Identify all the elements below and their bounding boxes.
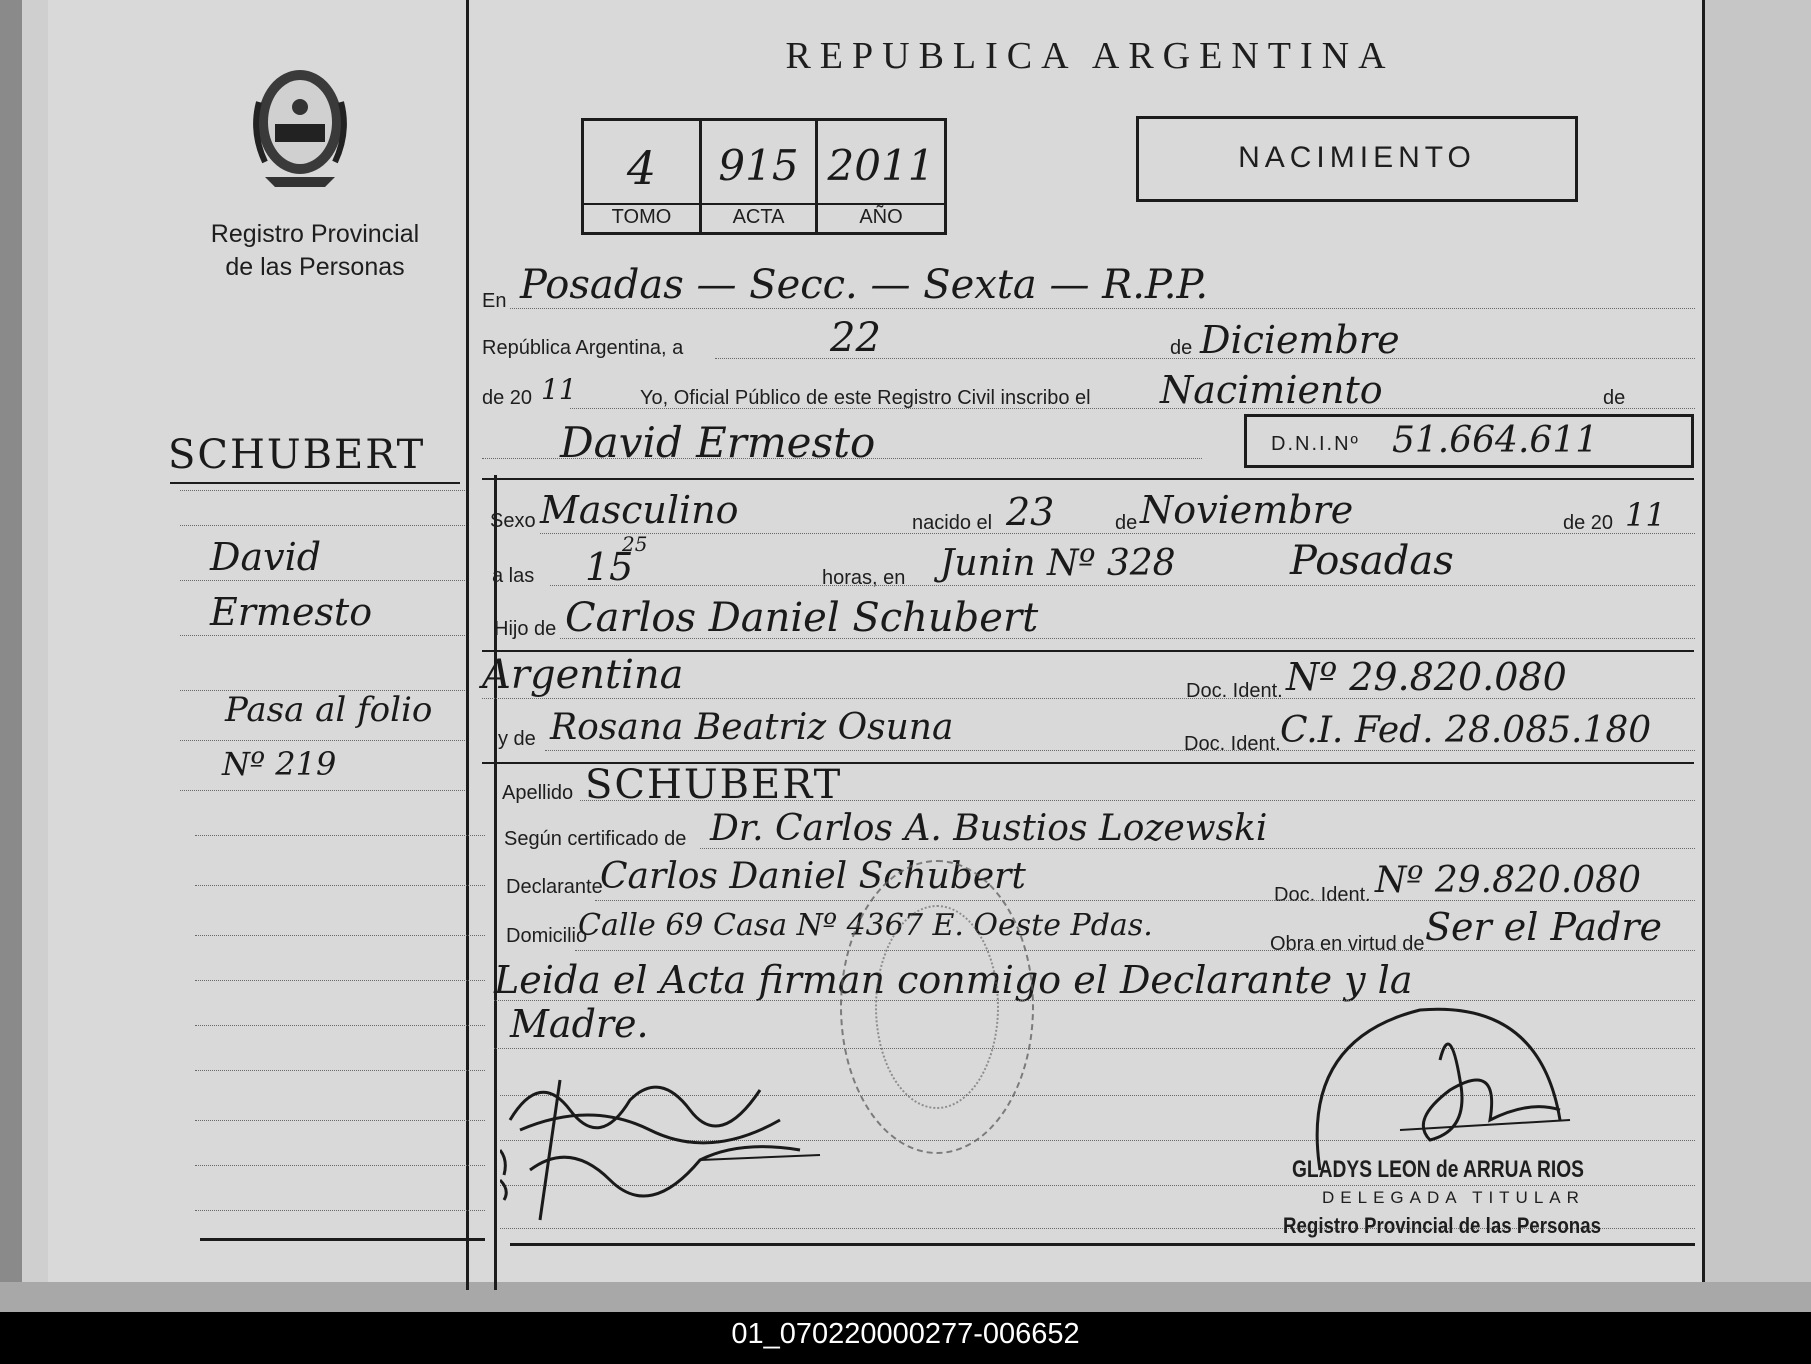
margin-dotted-line — [180, 580, 465, 581]
margin-surname-underline — [170, 482, 460, 484]
birth-place: Junin Nº 328 — [940, 543, 1176, 584]
margin-bottom-rule — [200, 1238, 485, 1241]
leida-line-1: Leida el Acta firman conmigo el Declarante y la — [494, 958, 1413, 1002]
margin-dotted-line — [195, 1070, 485, 1071]
margin-dotted-line — [195, 1165, 485, 1166]
section-rule — [482, 478, 1694, 480]
dotted-line — [575, 950, 1695, 951]
de-label-month: de — [1170, 337, 1193, 359]
doc-ident-label-3: Doc. Ident. — [1274, 884, 1371, 906]
leida-line-2: Madre. — [510, 1002, 649, 1046]
birth-hour: 15 — [585, 545, 634, 589]
certificado-value: Dr. Carlos A. Bustios Lozewski — [710, 808, 1268, 849]
record-type-box — [1136, 116, 1578, 202]
page-left-edge-highlight — [22, 0, 48, 1290]
country-title: REPUBLICA ARGENTINA — [785, 35, 1395, 77]
reference-box — [581, 118, 947, 235]
divider-line-1 — [466, 0, 469, 1290]
doc-ident-label-1: Doc. Ident. — [1186, 680, 1283, 702]
ref-label-rule — [584, 203, 944, 205]
mother-doc: C.I. Fed. 28.085.180 — [1280, 710, 1652, 751]
margin-dotted-line — [180, 790, 465, 791]
dotted-line — [570, 408, 1695, 409]
margin-dotted-line — [195, 1025, 485, 1026]
anio-label: AÑO — [859, 206, 903, 228]
misiones-seal — [245, 62, 355, 192]
registrant-name: David Ermesto — [560, 418, 876, 467]
margin-dotted-line — [195, 885, 485, 886]
official-org: Registro Provincial de las Personas — [1283, 1213, 1602, 1238]
dotted-line — [482, 698, 1695, 699]
divider-line-2 — [494, 475, 497, 1290]
declarante-label: Declarante — [506, 876, 603, 898]
sexo-label: Sexo — [490, 510, 536, 532]
margin-given-2: Ermesto — [210, 590, 373, 634]
handwritten-signatures — [500, 1050, 840, 1230]
year-prefix: de 20 — [482, 387, 533, 409]
year-suffix: 11 — [541, 373, 577, 406]
de-label-name: de — [1603, 387, 1626, 409]
father-name: Carlos Daniel Schubert — [565, 595, 1039, 641]
official-text: Yo, Oficial Público de este Registro Civil inscribo el — [640, 387, 1091, 409]
margin-note-1: Pasa al folio — [225, 690, 433, 730]
en-label: En — [482, 290, 507, 312]
apellido-value: SCHUBERT — [585, 762, 843, 808]
registry-line-2: de las Personas — [225, 253, 405, 281]
dni-box — [1244, 414, 1694, 468]
margin-note-2: Nº 219 — [222, 745, 337, 783]
margin-dotted-line — [195, 835, 485, 836]
margin-dotted-line — [180, 635, 465, 636]
dotted-line — [482, 458, 1202, 459]
apellido-label: Apellido — [502, 782, 574, 804]
bottom-shadow — [0, 1282, 1811, 1312]
tomo-label: TOMO — [611, 206, 672, 228]
de20-label: de 20 — [1563, 512, 1614, 534]
domicilio-value: Calle 69 Casa Nº 4367 E. Oeste Pdas. — [578, 908, 1153, 943]
obra-label: Obra en virtud de — [1270, 933, 1425, 955]
declarante-value: Carlos Daniel Schubert — [600, 856, 1026, 897]
republica-label: República Argentina, a — [482, 337, 684, 359]
yde-label: y de — [498, 728, 536, 750]
margin-dotted-line — [195, 980, 485, 981]
birth-minutes: 25 — [622, 532, 648, 556]
margin-dotted-line — [195, 935, 485, 936]
margin-given-1: David — [210, 535, 322, 579]
domicilio-label: Domicilio — [506, 925, 588, 947]
dotted-line — [580, 800, 1695, 801]
dotted-line — [540, 533, 1695, 534]
dotted-line — [715, 358, 1695, 359]
nacido-label: nacido el — [912, 512, 993, 534]
margin-dotted-line — [195, 1120, 485, 1121]
page-right-edge — [1705, 0, 1811, 1290]
official-signature — [1300, 1000, 1600, 1180]
right-frame-line — [1702, 0, 1705, 1290]
month-value: Diciembre — [1200, 318, 1400, 362]
page-left-edge — [0, 0, 22, 1290]
day-value: 22 — [830, 315, 881, 361]
dotted-line — [595, 900, 1695, 901]
record-type-label: NACIMIENTO — [1238, 141, 1476, 174]
birth-day: 23 — [1006, 490, 1055, 534]
place-value: Posadas — Secc. — Sexta — R.P.P. — [520, 262, 1209, 308]
registry-line-1: Registro Provincial — [210, 220, 420, 248]
birth-month: Noviembre — [1140, 488, 1354, 532]
acta-label: ACTA — [732, 206, 785, 228]
dotted-line — [550, 585, 1695, 586]
acta-value: 915 — [718, 141, 799, 190]
dotted-line — [545, 750, 1695, 751]
bottom-rule — [510, 1243, 1695, 1246]
doc-ident-label-2: Doc. Ident. — [1184, 733, 1281, 755]
official-title: DELEGADA TITULAR — [1322, 1188, 1585, 1207]
horas-label: horas, en — [822, 567, 906, 589]
birth-city: Posadas — [1290, 538, 1454, 584]
hijo-label: Hijo de — [494, 618, 557, 640]
birth-year: 11 — [1625, 496, 1666, 534]
certificado-label: Según certificado de — [504, 828, 687, 850]
margin-dotted-line — [180, 490, 465, 491]
anio-value: 2011 — [827, 141, 935, 190]
acto-value: Nacimiento — [1160, 368, 1383, 412]
father-doc: Nº 29.820.080 — [1286, 655, 1567, 699]
declarante-doc: Nº 29.820.080 — [1375, 860, 1641, 901]
father-nationality: Argentina — [482, 652, 684, 698]
registry-stamp-inner — [875, 905, 999, 1109]
margin-surname: SCHUBERT — [168, 432, 426, 478]
alas-label: a las — [492, 565, 535, 587]
dni-value: 51.664.611 — [1392, 420, 1599, 461]
official-name: GLADYS LEON de ARRUA RIOS — [1292, 1156, 1584, 1183]
margin-dotted-line — [180, 525, 465, 526]
dni-label: D.N.I.Nº — [1271, 433, 1360, 455]
mother-name: Rosana Beatriz Osuna — [550, 707, 954, 748]
margin-dotted-line — [180, 690, 465, 691]
margin-dotted-line — [195, 1210, 485, 1211]
dotted-line — [700, 848, 1695, 849]
margin-dotted-line — [180, 740, 465, 741]
sexo-value: Masculino — [540, 488, 739, 532]
obra-value: Ser el Padre — [1425, 905, 1662, 949]
dotted-line — [510, 308, 1695, 309]
tomo-value: 4 — [626, 141, 657, 195]
de-label-birth: de — [1115, 512, 1138, 534]
footer-id: 01_070220000277-006652 — [731, 1318, 1080, 1350]
dotted-line — [560, 638, 1695, 639]
